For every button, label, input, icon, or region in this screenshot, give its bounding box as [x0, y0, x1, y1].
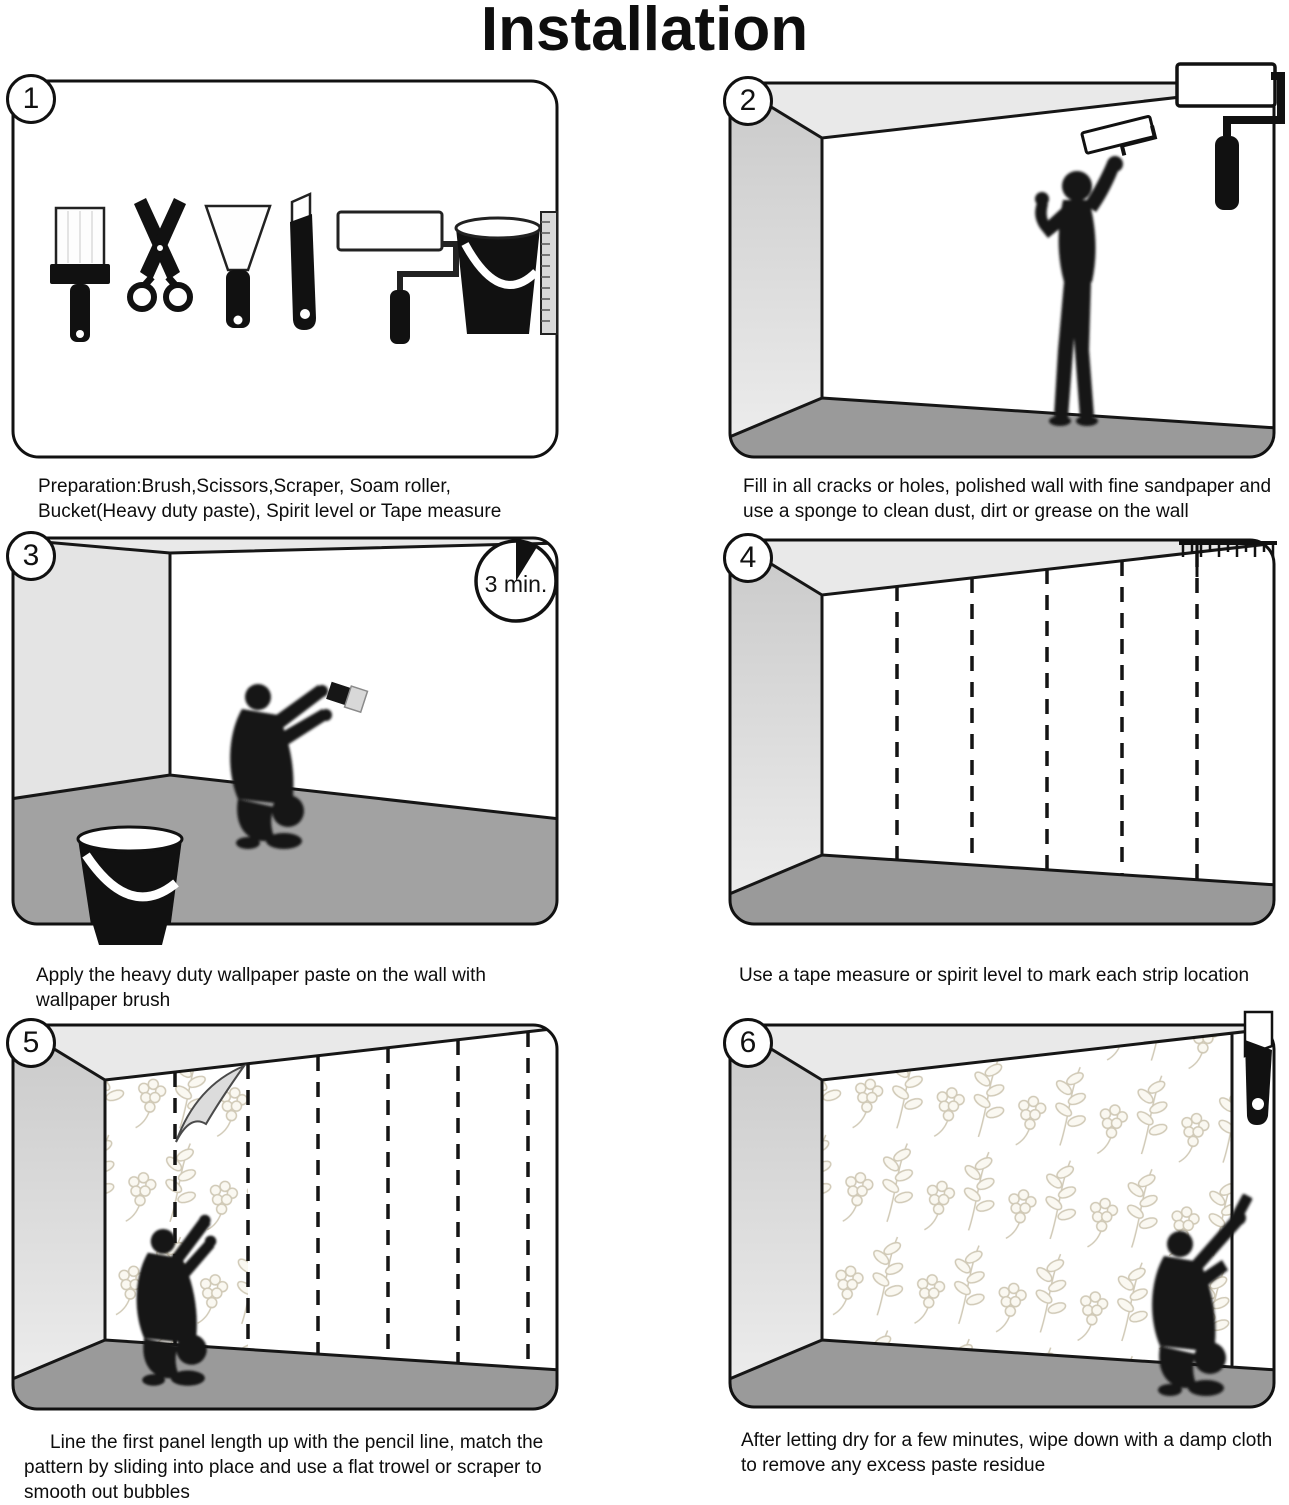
step-6-caption: After letting dry for a few minutes, wipe down with a damp cloth to remove any excess paste residue: [741, 1430, 1273, 1476]
step-number: 5: [22, 1026, 40, 1059]
timer-clock-icon: [476, 541, 556, 621]
step-1: [10, 78, 560, 524]
spirit-level-ruler-icon: [541, 212, 557, 334]
step-3: [10, 535, 560, 1013]
step-5: [10, 1022, 560, 1505]
step-1-caption: Preparation:Brush,Scissors,Scraper, Soam roller, Bucket(Heavy duty paste), Spirit level or Tape measure: [38, 476, 502, 522]
step-1-illustration: [10, 78, 560, 460]
room-scene: [727, 1022, 1277, 1408]
step-number: 1: [22, 82, 40, 115]
step-number: 4: [739, 541, 757, 574]
step-number-badge: [723, 76, 773, 126]
step-6: [727, 1022, 1277, 1478]
step-5-illustration: [10, 1022, 560, 1412]
step-6-illustration: [727, 1022, 1277, 1410]
step-2-illustration: [727, 80, 1277, 460]
side-wall: [727, 80, 822, 438]
step-4-caption: Use a tape measure or spirit level to mark each strip location: [739, 965, 1250, 986]
step-number-badge: [723, 533, 773, 583]
step-3-caption: Apply the heavy duty wallpaper paste on the wall with wallpaper brush: [36, 965, 486, 1011]
step-number-badge: [6, 74, 56, 124]
step-4: [727, 537, 1277, 988]
page-title: Installation: [480, 0, 809, 64]
step-5-caption: Line the first panel length up with the pencil line, match the pattern by sliding into place and use a flat trowel or scraper to smooth out bubbles: [24, 1432, 544, 1503]
step-number: 6: [739, 1026, 757, 1059]
step-number-badge: [6, 531, 56, 581]
bucket-icon: [456, 218, 540, 334]
timer-label: 3 min.: [484, 571, 548, 597]
utility-knife-icon: [1245, 1012, 1272, 1125]
step-4-illustration: [727, 537, 1277, 927]
step-3-illustration: [10, 535, 560, 927]
bucket-overflow: [93, 925, 167, 945]
step-number: 3: [22, 539, 40, 572]
side-wall: [727, 1022, 822, 1380]
step-number: 2: [739, 84, 757, 117]
side-wall: [10, 1022, 105, 1380]
step-2-caption: Fill in all cracks or holes, polished wall with fine sandpaper and use a sponge to clean dust, dirt or grease on the wall: [743, 476, 1272, 522]
side-wall: [727, 537, 822, 895]
step-number-badge: [6, 1018, 56, 1068]
step-2: [727, 80, 1277, 524]
step-number-badge: [723, 1018, 773, 1068]
